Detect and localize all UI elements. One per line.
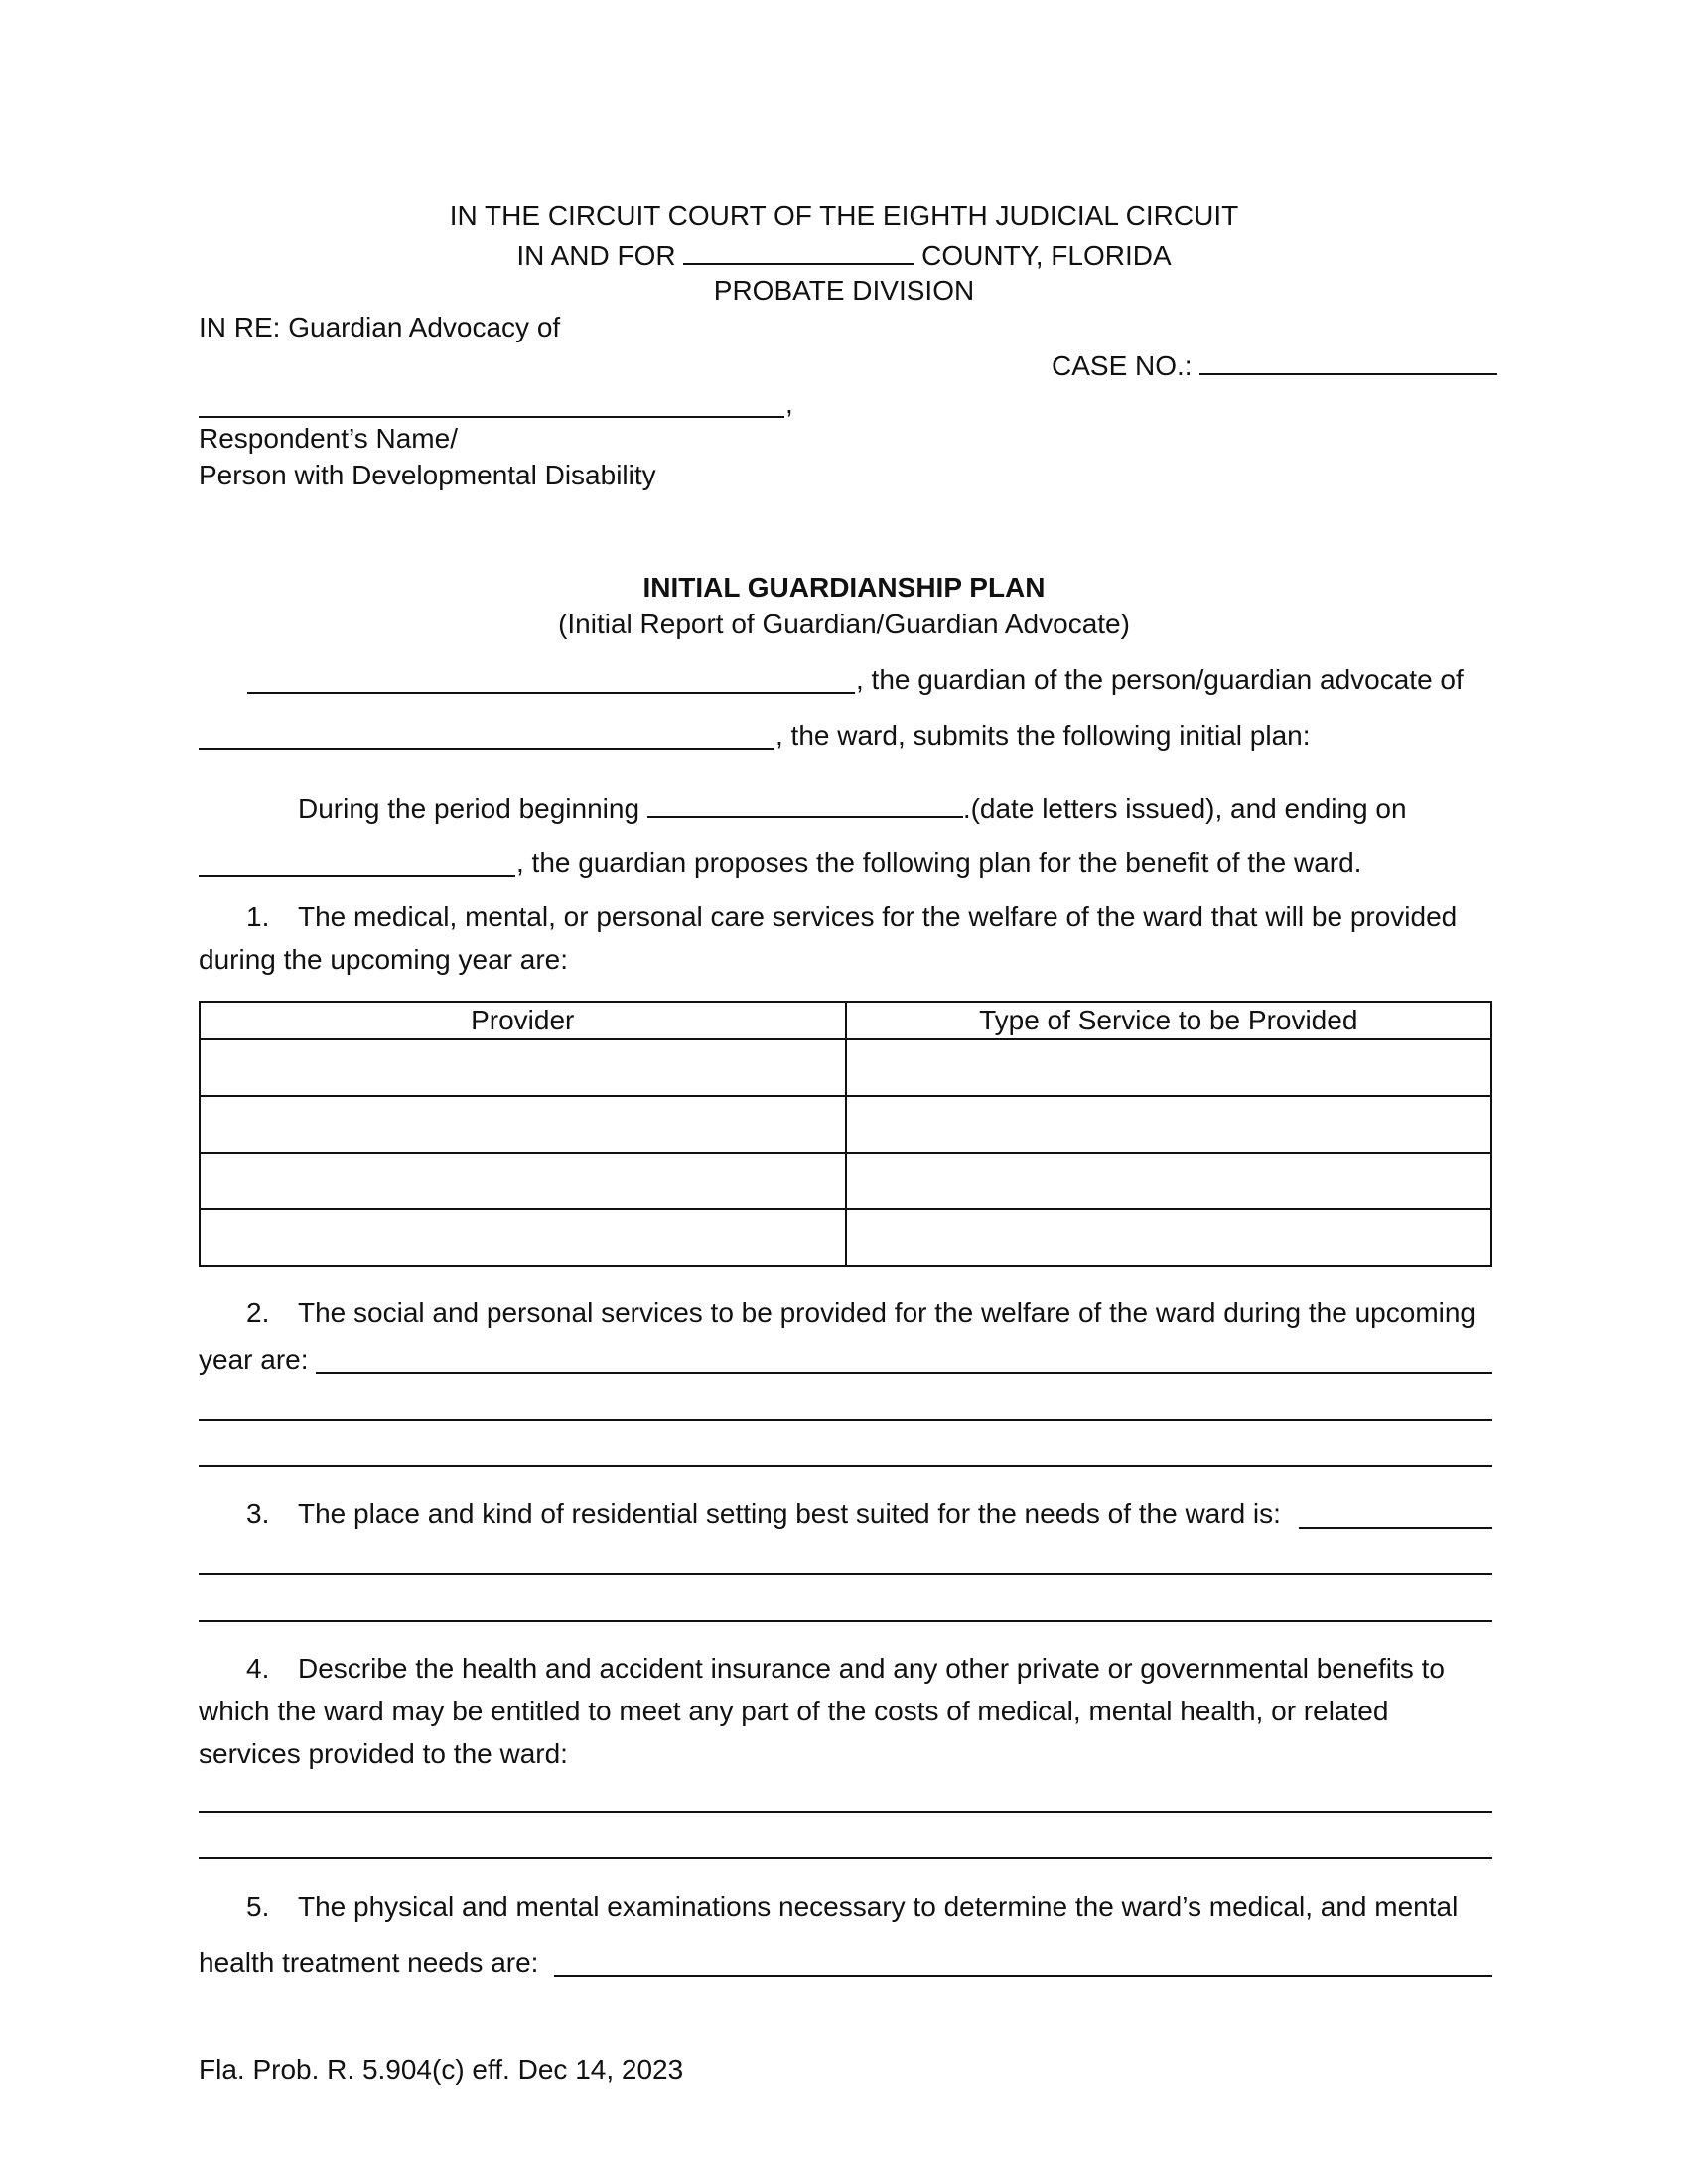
table-row: [200, 1153, 1491, 1209]
county-suffix: COUNTY, FLORIDA: [921, 240, 1172, 271]
table-header-row: [200, 1002, 1491, 1039]
item2-number: 2.: [246, 1297, 270, 1328]
period-start-field[interactable]: [647, 790, 963, 818]
residential-setting-field-line2[interactable]: [199, 1573, 1492, 1575]
item1-number: 1.: [246, 901, 270, 932]
item4-text-line3: services provided to the ward:: [199, 1738, 568, 1769]
table-row: [200, 1096, 1491, 1153]
plan-statement: , the guardian proposes the following plan for the benefit of the ward.: [516, 847, 1362, 878]
case-number-label: CASE NO.:: [1052, 350, 1193, 381]
item3-text-line1: The place and kind of residential setting best suited for the needs of the ward is:: [298, 1498, 1281, 1529]
social-services-field-line3[interactable]: [199, 1465, 1492, 1467]
social-services-field-line2[interactable]: [199, 1419, 1492, 1421]
item3-number: 3.: [246, 1498, 270, 1529]
item5-number: 5.: [246, 1891, 270, 1922]
respondent-name-comma: ,: [785, 388, 793, 419]
provider-cell[interactable]: [200, 1096, 846, 1153]
respondent-label-line2: Person with Developmental Disability: [199, 460, 656, 490]
residential-setting-field[interactable]: [1299, 1527, 1492, 1529]
ward-name-field[interactable]: [199, 748, 774, 750]
provider-cell[interactable]: [200, 1039, 846, 1096]
county-prefix: IN AND FOR: [516, 240, 676, 271]
service-type-cell[interactable]: [846, 1096, 1492, 1153]
item1-text-line2: during the upcoming year are:: [199, 944, 568, 975]
service-type-column-header: Type of Service to be Provided: [846, 1002, 1492, 1039]
item1-text-line1: The medical, mental, or personal care services for the welfare of the ward that will be provided: [298, 901, 1458, 932]
social-services-field[interactable]: [316, 1372, 1492, 1374]
respondent-label-line1: Respondent’s Name/: [199, 423, 458, 454]
period-end-field[interactable]: [199, 875, 515, 877]
item4-text-line2: which the ward may be entitled to meet any part of the costs of medical, mental health, or related: [199, 1696, 1389, 1726]
period-suffix: .(date letters issued), and ending on: [962, 793, 1407, 824]
examinations-field[interactable]: [554, 1975, 1492, 1977]
rule-citation: Fla. Prob. R. 5.904(c) eff. Dec 14, 2023: [199, 2054, 684, 2085]
item5-text-line1: The physical and mental examinations necessary to determine the ward’s medical, and mental: [298, 1891, 1459, 1922]
item4-number: 4.: [246, 1653, 270, 1684]
item2-text-line1: The social and personal services to be provided for the welfare of the ward during the upcoming: [298, 1297, 1477, 1328]
period-line: [298, 790, 1407, 826]
in-re-label: IN RE: Guardian Advocacy of: [199, 312, 561, 342]
provider-cell[interactable]: [200, 1153, 846, 1209]
county-field[interactable]: [683, 237, 914, 265]
item2-text-line2: year are:: [199, 1344, 309, 1375]
court-heading: IN THE CIRCUIT COURT OF THE EIGHTH JUDICIAL CIRCUIT: [449, 201, 1239, 231]
provider-cell[interactable]: [200, 1209, 846, 1266]
item4-text-line1: Describe the health and accident insurance and any other private or governmental benefits to: [298, 1653, 1445, 1684]
guardian-name-field[interactable]: [247, 692, 855, 694]
county-line: [0, 237, 1688, 273]
document-title: INITIAL GUARDIANSHIP PLAN: [642, 572, 1046, 603]
document-subtitle: (Initial Report of Guardian/Guardian Advocate): [558, 609, 1130, 639]
division-line: PROBATE DIVISION: [713, 275, 975, 306]
ward-statement: , the ward, submits the following initial plan:: [775, 720, 1311, 751]
services-table: [199, 1001, 1492, 1267]
table-row: [200, 1039, 1491, 1096]
service-type-cell[interactable]: [846, 1039, 1492, 1096]
service-type-cell[interactable]: [846, 1153, 1492, 1209]
respondent-name-field[interactable]: [199, 416, 784, 418]
case-number-line: [1052, 347, 1497, 383]
item5-text-line2: health treatment needs are:: [199, 1947, 539, 1978]
provider-column-header: Provider: [200, 1002, 846, 1039]
table-row: [200, 1209, 1491, 1266]
residential-setting-field-line3[interactable]: [199, 1620, 1492, 1622]
period-prefix: During the period beginning: [298, 793, 640, 824]
service-type-cell[interactable]: [846, 1209, 1492, 1266]
case-number-field[interactable]: [1199, 347, 1497, 375]
insurance-benefits-field-line2[interactable]: [199, 1857, 1492, 1859]
insurance-benefits-field[interactable]: [199, 1811, 1492, 1813]
guardian-statement: , the guardian of the person/guardian advocate of: [856, 664, 1464, 695]
